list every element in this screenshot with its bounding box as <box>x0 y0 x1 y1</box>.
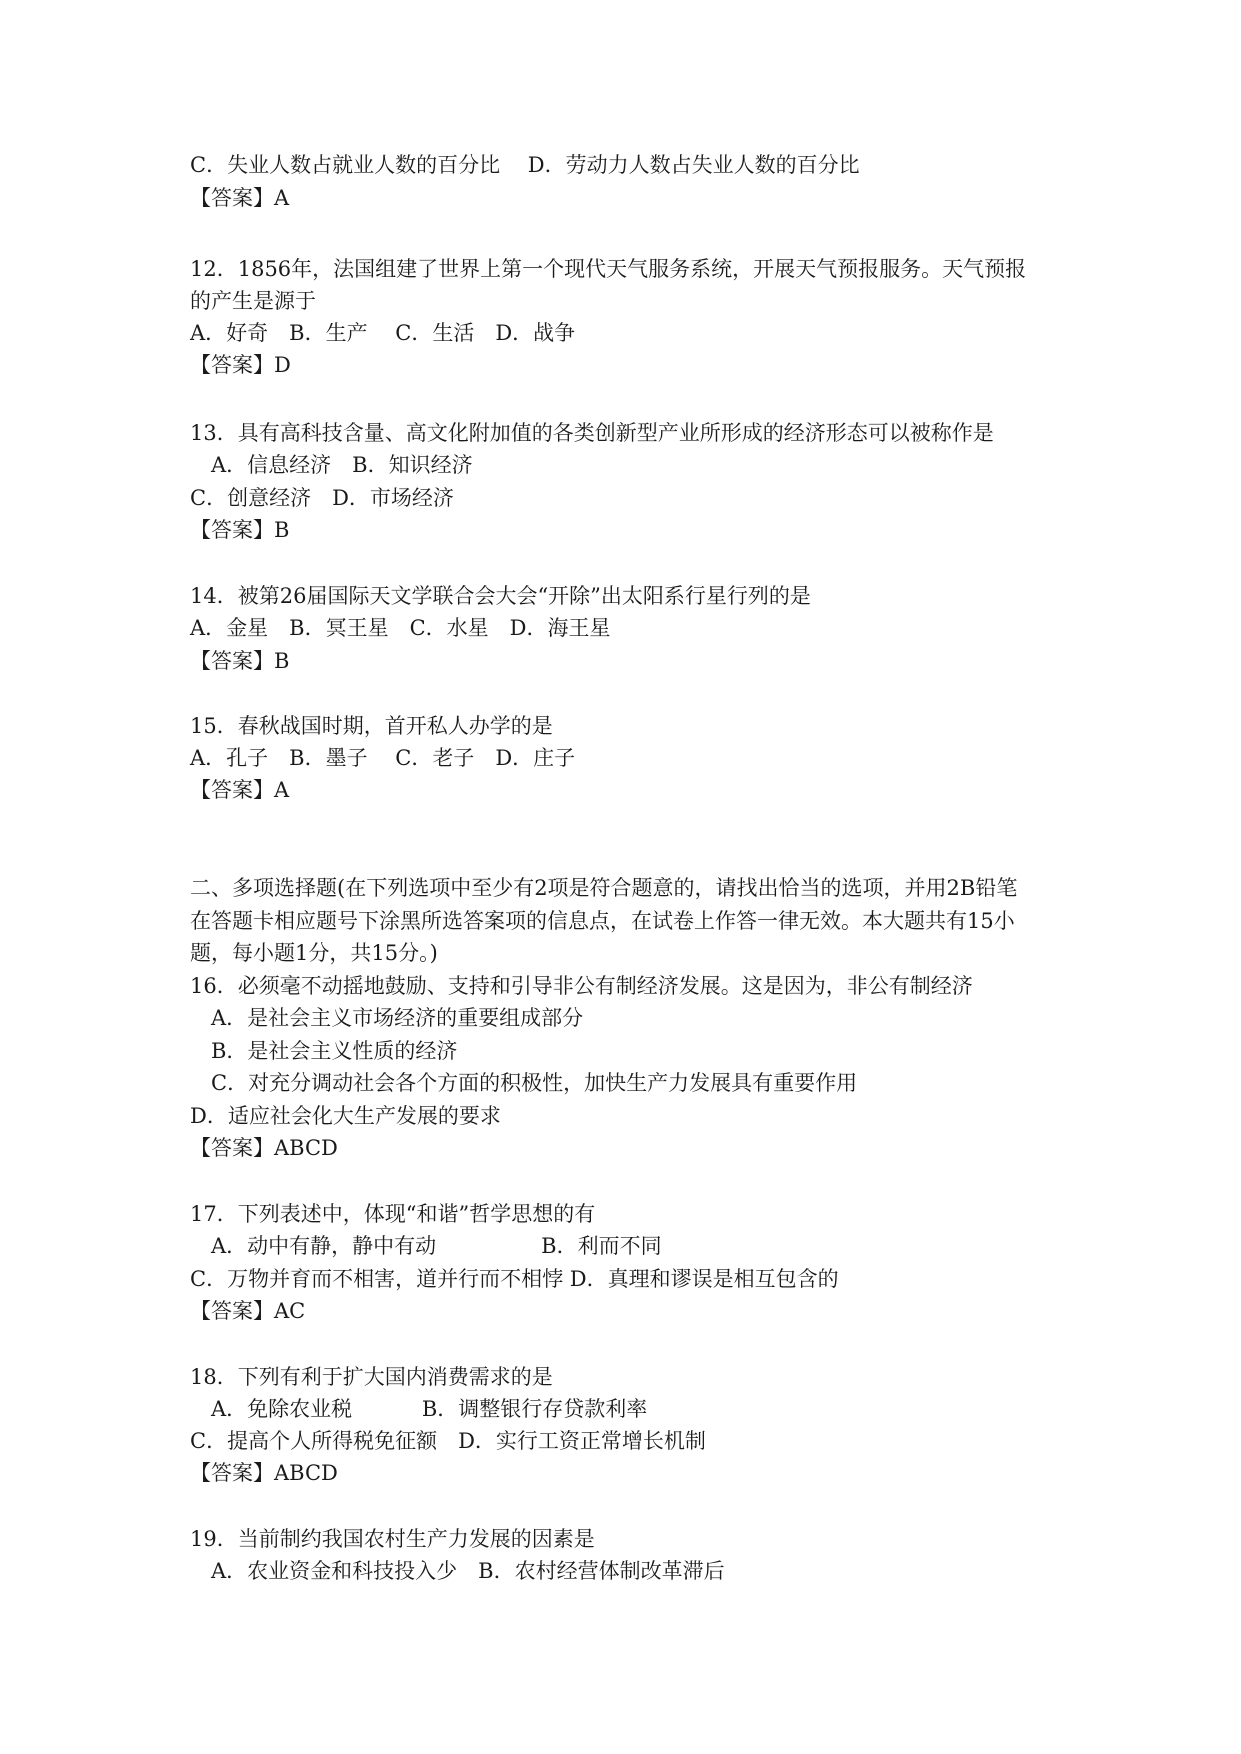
q14-options: A．金星 B．冥王星 C．水星 D．海王星 <box>190 616 611 640</box>
section2-heading-line1: 二、多项选择题(在下列选项中至少有2项是符合题意的，请找出恰当的选项，并用2B铅笔 <box>190 876 1018 900</box>
q15-options: A．孔子 B．墨子 C．老子 D．庄子 <box>190 746 576 770</box>
q11-answer: 【答案】A <box>190 186 290 210</box>
q16-option-b: B．是社会主义性质的经济 <box>211 1039 458 1063</box>
q17-stem: 17．下列表述中，体现“和谐”哲学思想的有 <box>190 1202 596 1226</box>
q17-answer: 【答案】AC <box>190 1299 306 1323</box>
q17-options-cd: C．万物并育而不相害，道并行而不相悖 D．真理和谬误是相互包含的 <box>190 1267 839 1291</box>
q15-answer: 【答案】A <box>190 778 290 802</box>
q13-stem: 13．具有高科技含量、高文化附加值的各类创新型产业所形成的经济形态可以被称作是 <box>190 421 994 445</box>
q16-option-c: C．对充分调动社会各个方面的积极性，加快生产力发展具有重要作用 <box>211 1071 858 1095</box>
q12-stem-line1: 12．1856年，法国组建了世界上第一个现代天气服务系统，开展天气预报服务。天气预报 <box>190 257 1027 281</box>
q14-stem: 14．被第26届国际天文学联合会大会“开除”出太阳系行星行列的是 <box>190 584 811 608</box>
q13-options-cd: C．创意经济 D．市场经济 <box>190 486 454 510</box>
q18-stem: 18．下列有利于扩大国内消费需求的是 <box>190 1365 553 1389</box>
q16-option-a: A．是社会主义市场经济的重要组成部分 <box>211 1006 584 1030</box>
q13-options-ab: A．信息经济 B．知识经济 <box>211 453 473 477</box>
q19-options-ab: A．农业资金和科技投入少 B．农村经营体制改革滞后 <box>211 1559 725 1583</box>
section2-heading-line2: 在答题卡相应题号下涂黑所选答案项的信息点，在试卷上作答一律无效。本大题共有15小 <box>190 909 1015 933</box>
q12-answer: 【答案】D <box>190 353 291 377</box>
q16-answer: 【答案】ABCD <box>190 1136 338 1160</box>
q16-stem: 16．必须毫不动摇地鼓励、支持和引导非公有制经济发展。这是因为，非公有制经济 <box>190 974 973 998</box>
q18-options-ab: A．免除农业税 B．调整银行存贷款利率 <box>211 1397 648 1421</box>
q11-options-cd: C．失业人数占就业人数的百分比 D．劳动力人数占失业人数的百分比 <box>190 153 860 177</box>
section2-heading-line3: 题，每小题1分，共15分。) <box>190 941 438 965</box>
q18-options-cd: C．提高个人所得税免征额 D．实行工资正常增长机制 <box>190 1429 706 1453</box>
q14-answer: 【答案】B <box>190 649 290 673</box>
q15-stem: 15．春秋战国时期，首开私人办学的是 <box>190 714 553 738</box>
q16-option-d: D．适应社会化大生产发展的要求 <box>190 1104 501 1128</box>
q12-options: A．好奇 B．生产 C．生活 D．战争 <box>190 321 576 345</box>
q18-answer: 【答案】ABCD <box>190 1461 338 1485</box>
q12-stem-line2: 的产生是源于 <box>190 289 316 313</box>
q17-options-ab: A．动中有静，静中有动 B．利而不同 <box>211 1234 662 1258</box>
q13-answer: 【答案】B <box>190 518 290 542</box>
q19-stem: 19．当前制约我国农村生产力发展的因素是 <box>190 1527 595 1551</box>
